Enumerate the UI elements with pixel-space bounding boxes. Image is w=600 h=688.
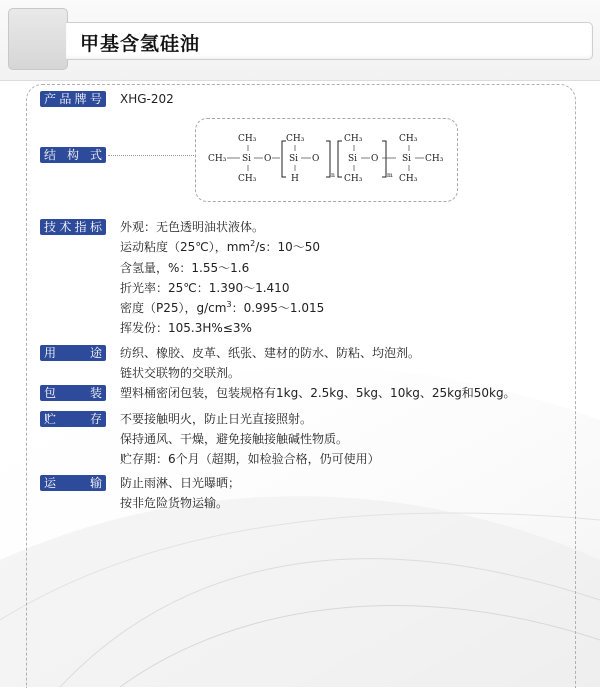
label-char: 式	[89, 148, 102, 162]
spec-density	[120, 300, 324, 316]
spec-hydrogen: 含氢量，%：1.55～1.6	[120, 261, 250, 275]
label-brand	[40, 91, 106, 107]
formula-o: O	[264, 154, 272, 164]
formula-ch3: CH₃	[238, 134, 257, 144]
spec-density-prefix: 密度（P25），g/cm	[120, 301, 227, 315]
label-char: 品	[59, 92, 72, 106]
spec-viscosity-sup: 2	[250, 239, 256, 248]
label-char: 包	[44, 386, 57, 400]
structural-formula	[195, 118, 458, 202]
usage-line: 链状交联物的交联剂。	[120, 366, 241, 380]
label-specs	[40, 219, 106, 235]
packaging-line: 塑料桶密闭包装，包装规格有1kg、2.5kg、5kg、10kg、25kg和50kg。	[120, 386, 516, 400]
spec-viscosity-prefix: 运动粘度（25℃），mm	[120, 240, 251, 254]
label-char: 输	[89, 476, 102, 490]
spec-volatile: 挥发份：105.3H%≤3%	[120, 321, 252, 335]
title-bar	[66, 22, 593, 60]
label-char: 牌	[74, 92, 87, 106]
label-char: 装	[89, 386, 102, 400]
formula-si: Si	[402, 154, 412, 164]
formula-ch3: CH₃	[425, 154, 444, 164]
label-packaging	[40, 385, 106, 401]
label-char: 运	[44, 476, 57, 490]
storage-line: 保持通风、干燥，避免接触接触碱性物质。	[120, 432, 349, 446]
formula-ch3: CH₃	[399, 174, 418, 184]
storage-line: 不要接触明火，防止日光直接照射。	[120, 412, 313, 426]
label-char: 产	[44, 92, 57, 106]
label-storage	[40, 411, 106, 427]
formula-ch3: CH₃	[344, 134, 363, 144]
label-char: 存	[89, 412, 102, 426]
label-usage	[40, 345, 106, 361]
label-structure	[40, 147, 106, 163]
label-char: 号	[89, 92, 102, 106]
label-char: 术	[59, 220, 72, 234]
label-char: 途	[89, 346, 102, 360]
label-char: 构	[66, 148, 79, 162]
formula-ch3: CH₃	[344, 174, 363, 184]
storage-line: 贮存期：6个月（超期，如检验合格，仍可使用）	[120, 452, 380, 466]
formula-ch3-left: CH₃	[208, 154, 227, 164]
label-char: 技	[44, 220, 57, 234]
formula-ch3: CH₃	[399, 134, 418, 144]
label-transport	[40, 475, 106, 491]
transport-line: 防止雨淋、日光曝晒；	[120, 476, 241, 490]
page-title: 甲基含氢硅油	[80, 33, 201, 55]
header-tab	[8, 8, 68, 70]
formula-n: n	[331, 172, 335, 179]
formula-ch3: CH₃	[238, 174, 257, 184]
label-char: 用	[44, 346, 57, 360]
formula-si: Si	[348, 154, 358, 164]
spec-refractive: 折光率：25℃：1.390～1.410	[120, 281, 290, 295]
transport-line: 按非危险货物运输。	[120, 496, 229, 510]
formula-m: m	[387, 172, 393, 179]
structure-leader	[108, 155, 194, 156]
formula-o: O	[371, 154, 379, 164]
label-char: 结	[44, 148, 57, 162]
label-char: 标	[89, 220, 102, 234]
formula-si: Si	[242, 154, 252, 164]
usage-line: 纺织、橡胶、皮革、纸张、建材的防水、防粘、均泡剂。	[120, 346, 421, 360]
label-char: 指	[74, 220, 87, 234]
label-char: 贮	[44, 412, 57, 426]
brand-value: XHG-202	[120, 92, 174, 106]
spec-appearance: 外观：无色透明油状液体。	[120, 220, 265, 234]
spec-viscosity-suffix: /s：10～50	[255, 240, 321, 254]
header-bar	[0, 0, 600, 81]
spec-viscosity	[120, 239, 320, 255]
spec-density-sup: 3	[226, 300, 232, 309]
formula-ch3: CH₃	[286, 134, 305, 144]
formula-si: Si	[289, 154, 299, 164]
formula-h: H	[291, 174, 299, 184]
spec-density-suffix: ：0.995～1.015	[231, 301, 325, 315]
formula-o: O	[312, 154, 320, 164]
